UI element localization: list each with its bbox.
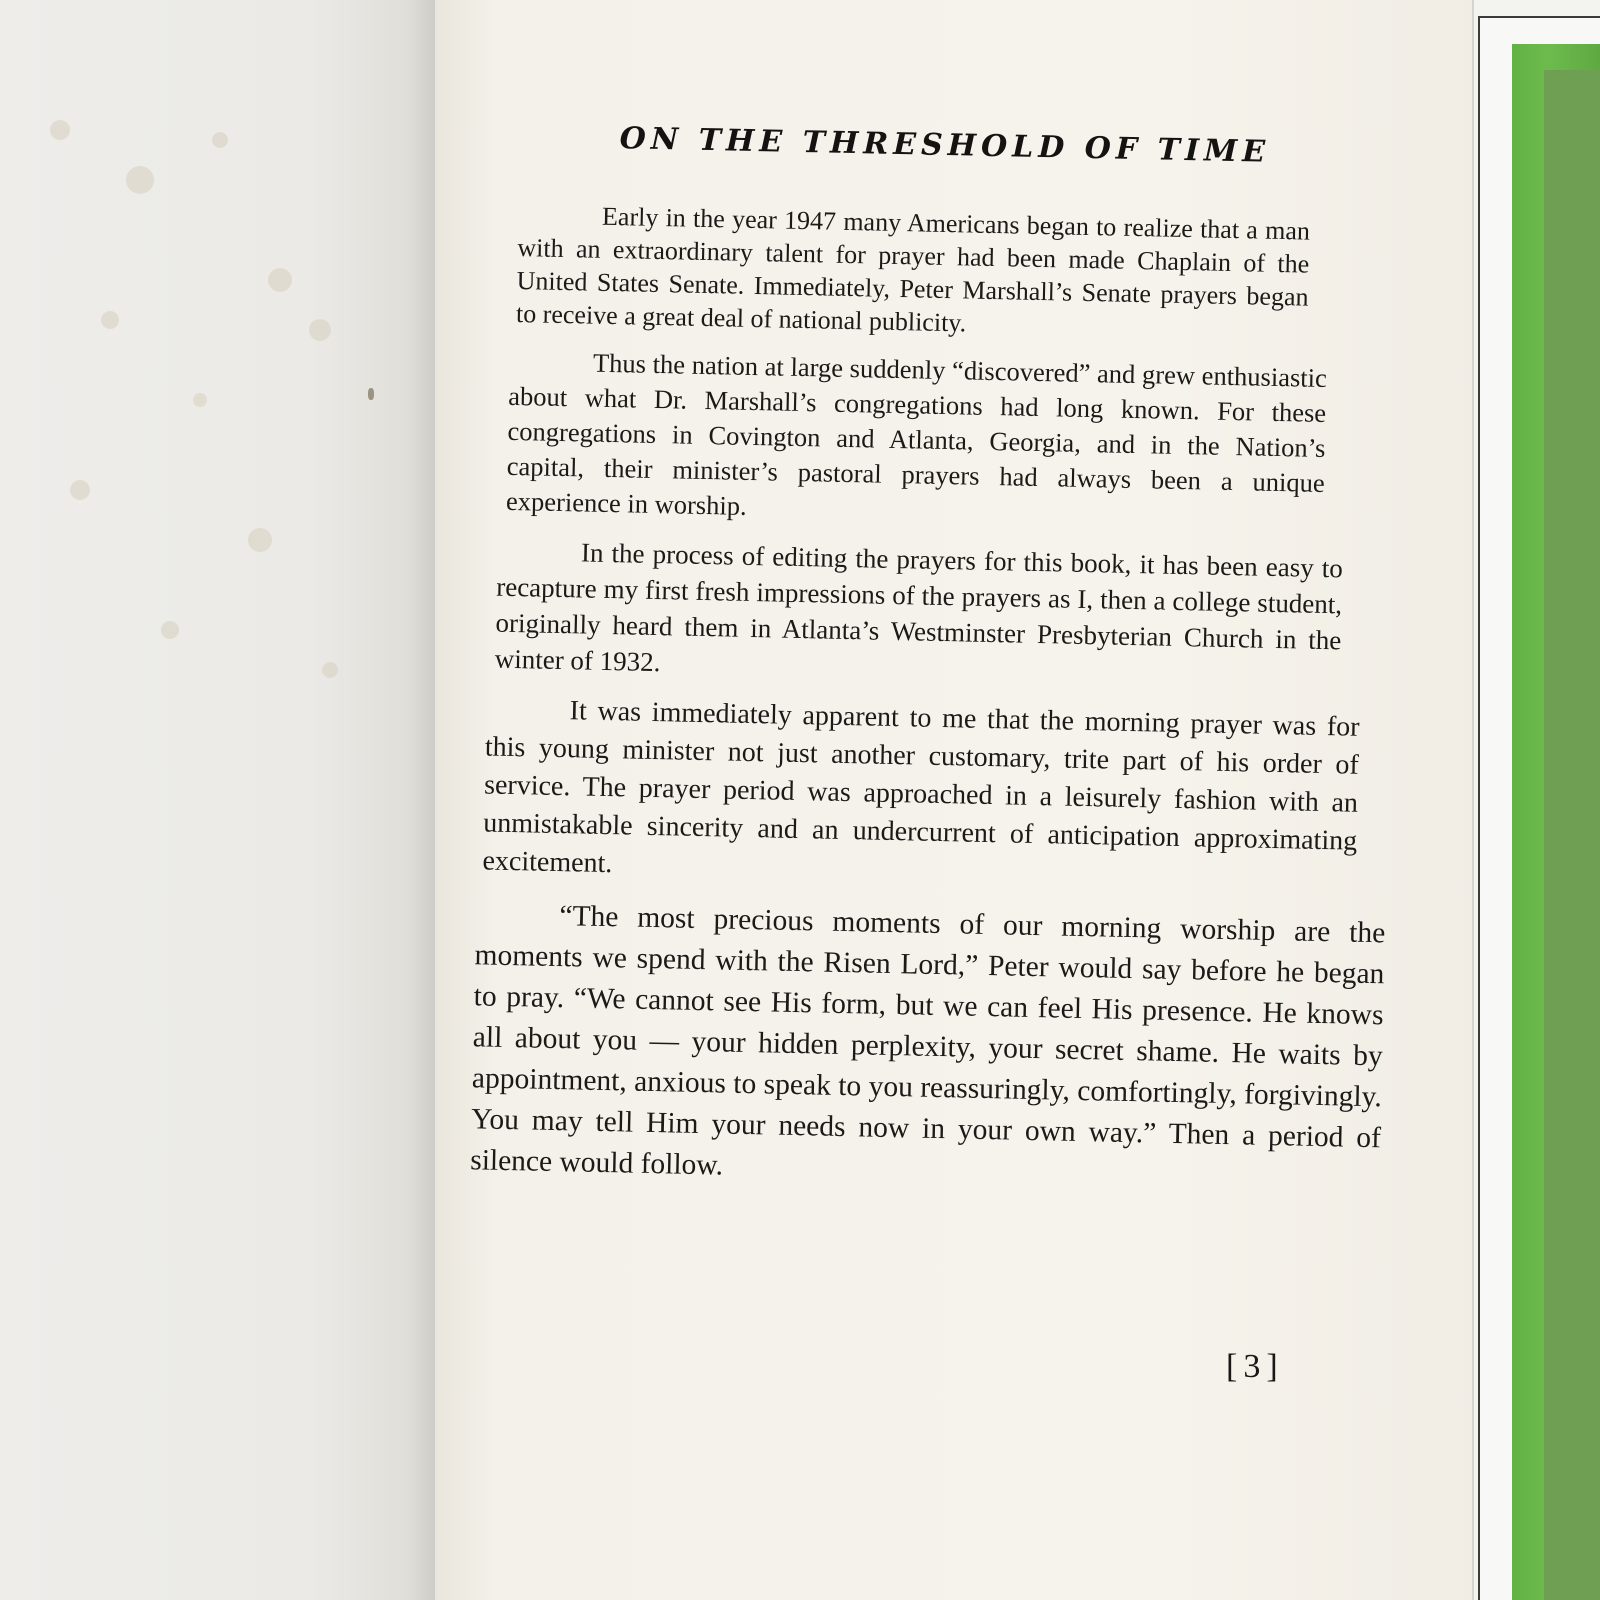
paragraph-5: “The most precious moments of our morning worship are the moments we spend with the Risen Lord,” Peter would say before he began to pray. “We cannot see His form, but we can feel His presence. He knows all about you — your hidden perplexity, your secret shame. He waits by appointment, anxious to speak to you reassuringly, comfortingly, forgivingly. You may tell Him your needs now in your own way.” Then a period of silence would follow. <box>469 900 1386 1182</box>
chapter-title: ON THE THRESHOLD OF TIME <box>619 121 1271 170</box>
paragraph-4: It was immediately apparent to me that the morning prayer was for this young minister not just another customary, trite part of his order of service. The prayer period was approached in a leisurely fashion with an unmistakable sincerity and an undercurrent of anticipation approximating excitement. <box>482 695 1360 880</box>
paper-speck <box>368 388 374 400</box>
paragraph-1: Early in the year 1947 many Americans began to realize that a man with an extraordinary talent for prayer had been made Chaplain of the United States Senate. Immediately, Peter Marshall’s Senate prayers began to receive a great deal of national publicity. <box>515 201 1311 338</box>
paragraph-2: Thus the nation at large suddenly “discovered” and grew enthusiastic about what Dr. Marshall’s congregations had long known. For these congregations in Covington and Atlanta, Georgia, and in the Nation’s capital, their minister’s pastoral prayers had always been a unique experience in worship. <box>505 347 1328 521</box>
page-number: [3] <box>1226 1348 1284 1385</box>
left-blank-page <box>0 0 440 1600</box>
paragraph-3: In the process of editing the prayers for this book, it has been easy to recapture my first fresh impressions of the prayers as I, then a college student, originally heard them in Atlanta’s Westminster Presbyterian Church in the winter of 1932. <box>494 537 1344 678</box>
green-cover-inner-band <box>1544 70 1600 1600</box>
page-text-block <box>465 118 1402 1437</box>
